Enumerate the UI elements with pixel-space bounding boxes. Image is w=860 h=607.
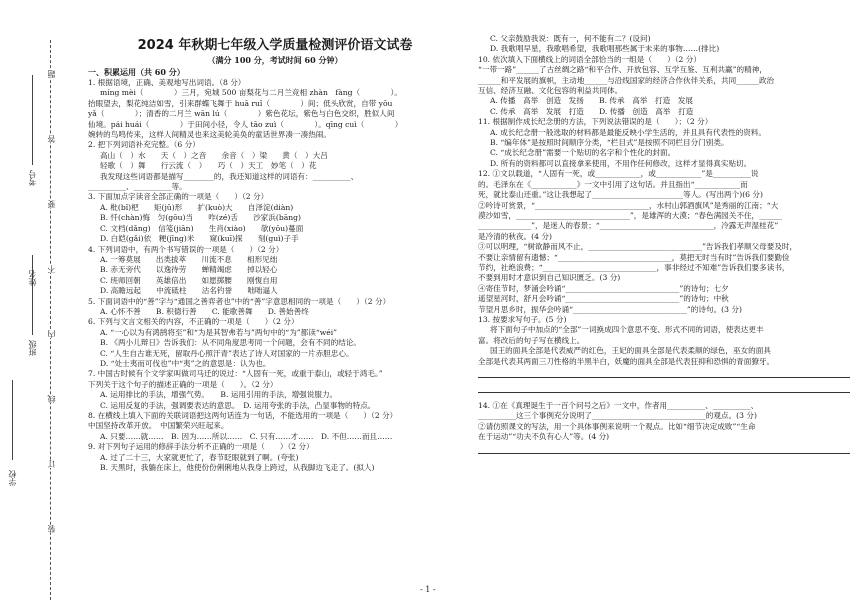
- binding-word: 要: [47, 200, 56, 208]
- question-line: 不要到用时才意识到自己知识匮乏。(3 分): [478, 273, 621, 283]
- question-line: 5. 下面词语中的“善”字与“通国之善弈者也”中的“善”字意思相同的一项是（ ）（2 分）: [88, 296, 391, 306]
- option-line: D. 白皑(gǎi)依 粳(jīng)米 窥(kuī)探 刻(guì)子手: [100, 234, 299, 244]
- option-line: C. 父亲鼓励我说：既有一，何不能有二？(设问): [490, 34, 651, 43]
- question-line: 12. ①文以载道，“人固有一死，或____________，或____________”是__________说: [478, 169, 759, 179]
- answer-line[interactable]: [478, 367, 850, 378]
- question-line: 互信、经济互融、文化包容的利益共同体。: [478, 86, 623, 96]
- question-line: 9. 对下列句子运用的修辞手法分析不正确的一项是（ ）（2 分）: [88, 442, 314, 452]
- class-label: 班级: [28, 340, 37, 356]
- class-line: [32, 255, 33, 335]
- question-line: 1. 根据语境，正确、美观地写出词语。（8 分）: [88, 78, 246, 87]
- question-line: 在于运动”“功夫不负有心人”等。(4 分): [478, 432, 610, 442]
- section-heading: 一、积累运用（共 60 分）: [88, 67, 185, 77]
- option-line: C. 传承 高举 发展 打造 D. 传播 创造 高举 打造: [490, 106, 694, 116]
- question-line: 14. ①在《真理诞生于一百个问号之后》一文中，作者用__________、__________、: [478, 401, 759, 410]
- question-line: yǎ（ ）；清香的二月兰 wān lú（ ）紫色花坛，紫色与白色交织，胜似人间: [88, 109, 395, 119]
- question-line: 高山（ ）水 天（ ）之音 余音（ ）梁 黄（ ）大吕: [100, 150, 328, 160]
- question-line: ②吟诗可赏景，“______________________________，水村山郭酒旗风”是秀丽的江南；“大: [478, 200, 779, 210]
- question-line: 8. 在横线上填入下面的关联词语把这两句话连为一句话，不能选用的一项是（ ）（2 分）: [88, 411, 398, 420]
- question-line: 遥望星河时，舒月会吟诵“______________________________”的诗句；中秋: [478, 294, 729, 304]
- school-label: 学校: [8, 470, 17, 486]
- question-line: 的。毛泽东在《____________》一文中引用了这句话。并且指出“____________而: [478, 179, 748, 189]
- binding-word: 答: [47, 135, 56, 143]
- binding-word: 装: [47, 525, 56, 533]
- question-line: 13. 按要求写句子。(5 分): [478, 314, 567, 324]
- school-line: [12, 380, 13, 460]
- question-line: 是冷清的秋夜。(4 分): [478, 231, 552, 241]
- question-line: __________、__________等。: [88, 182, 187, 192]
- question-line: ②请仿照课文的写法，用一个具体事例来说明一个观点。比如“细节决定成败”“生命: [478, 421, 756, 431]
- option-line: C. 运用反复的手法，强调要表达的意思。 D. 运用夸张的手法，凸显事物的特点。: [100, 400, 376, 410]
- question-line: 3. 下面加点字读音全部正确的一项是（ ）（2 分）: [88, 192, 269, 202]
- question-line: 2. 把下列词语补充完整。（6 分）: [88, 140, 200, 150]
- option-line: A. 成长纪念册一般选取的材料都是最能反映小学生活的，并且具有代表性的资料。: [490, 127, 767, 137]
- binding-word: 线: [47, 395, 56, 403]
- binding-word: 内: [47, 330, 56, 338]
- question-line: ④寄佳节时，梦涌会吟诵“______________________________”的诗句；七夕: [478, 283, 729, 293]
- option-line: A. 传播 高举 创造 发扬 B. 传承 高举 打造 发展: [490, 96, 693, 106]
- question-line: 将下面句子中加点的“全部”一词换成四个意思不变、形式不同的词语，使表达更丰: [490, 325, 764, 335]
- question-line: 4. 下列词语中，有两个书写错误的一项是（ ）（2 分）: [88, 244, 284, 254]
- binding-word: 题: [47, 70, 56, 78]
- option-line: C. 班师回朝 英雄倍出 如愿掷腰 刚愎自用: [100, 275, 278, 285]
- option-line: A. 一筹莫展 出类拔萃 川流不息 相形见绌: [100, 254, 278, 264]
- page-number: - 1 -: [420, 585, 436, 594]
- option-line: A. 心怀不善 B. 积德行善 C. 能歌善舞 D. 善始善终: [100, 306, 309, 316]
- question-line: 节约，社绝浪费；“______________________________，事非经过不知难”告诉我们要多读书，: [478, 262, 790, 272]
- question-line: 轻歌（ ）舞 行云流（ ） 巧（ ）天工 妙笔（ ）花: [100, 161, 317, 171]
- option-line: C. “成长纪念册”需要一个贴切的名字和个性化的封面。: [490, 148, 676, 158]
- exam-subtitle: （满分 100 分，考试时间 60 分钟）: [207, 55, 343, 65]
- option-line: B. 天黑时，我躺在床上，他使份份俐俐地从我身上跨过，从我脚边飞走了。(拟人): [100, 463, 375, 473]
- option-line: B. 忏(chàn)悔 匀(gōu)当 咋(zé)舌 沙家浜(bāng): [100, 213, 301, 223]
- binding-word: 不: [47, 265, 56, 273]
- option-line: D. “处士夷而可伐也”中“夷”之的意思是：认为也。: [100, 358, 271, 368]
- question-line: 7. 中国古时候有个文学家叫做司马迁的说过：“人固有一死，或重于泰山，或轻于鸿毛。”: [88, 369, 383, 379]
- option-line: D. 我歌唱早星，我歌唱希望，我歌唱那些属于未来的事物……(排比): [490, 44, 720, 54]
- option-line: A. 过了二十三，大家就更忙了，春节眨眼就到了啊。(夸张): [100, 452, 299, 462]
- option-line: D. 高瞻远起 中流砥柱 沽名钓誉 咄咄逼人: [100, 286, 278, 296]
- option-line: B. 赤无旁代 以逸待劳 蝉精竭虑 掉以轻心: [100, 265, 278, 275]
- question-line: 漠沙如雪，______________________________”，是雄浑的大漠；“春色满园关不住，______: [478, 210, 782, 220]
- question-line: 仙境。pái huái（ ）于田间小径，令人 tāo zuì（ ）。qīng cuì（ ）: [88, 119, 403, 129]
- option-line: B. “编年体”是按照时间顺序分类，“栏目式”是按照不同栏目分门别类。: [490, 138, 729, 148]
- option-line: A. 只要……就…… B. 因为……所以…… C. 只有……才…… D. 不但……而且……: [100, 431, 393, 441]
- binding-word: 订: [47, 460, 56, 468]
- answer-line[interactable]: [478, 443, 850, 454]
- option-line: A. 枇(bǐ)杷 矩(jǔ)形 扩(kuò)大 自泽淀(diàn): [100, 202, 294, 212]
- question-line: 中国坚持改革开放。 中国繁荣兴旺起来。: [88, 421, 229, 431]
- binding-dash-line: [50, 40, 51, 600]
- answer-line[interactable]: [478, 382, 850, 393]
- question-line: 不要让亲情留有遗憾；“______________________________，莫把无时当有时”告诉我们要勤俭: [478, 252, 790, 262]
- option-line: D. 所有的资料都可以直接拿来使用，不用作任何修改，这样才显得真实贴切。: [490, 158, 752, 168]
- question-line: 11. 根据制作成长纪念册的方法，下列说法错误的是（ ）；（2 分）: [478, 117, 713, 127]
- question-line: ③可以明理，“树欲静而风不止，______________________________”告诉我们孝顺父母要及时，: [478, 242, 798, 252]
- question-line: 抬眼望去，梨花纯洁如雪，引来群蝶飞舞于 huā ruǐ（ ）间；低头欣赏，自带 yōu: [88, 98, 393, 108]
- question-line: ______________”，是迷人的春景；“______________________________，冷露无声湿桂花”: [478, 221, 779, 231]
- question-line: 下列关于这个句子的描述正确的一项是（ ）。（2 分）: [88, 379, 278, 389]
- question-line: __________这三个事例充分说明了______________________________的观点。(3 分): [478, 411, 757, 421]
- question-line: ______和平发展的旗帜，主动地______与沿线国家的经济合作伙伴关系，共同______政治: [478, 75, 775, 85]
- question-line: 富。将改后的句子写在横线上。: [478, 335, 585, 345]
- name-label: 姓名: [28, 270, 37, 286]
- question-line: 6. 下列与文言文相关的内容，不正确的一项是（ ）（2 分）: [88, 317, 299, 327]
- question-line: 国王的面具全部是代表威严的红色，王妃的面具全部是代表柔顺的绿色，巫女的面具: [490, 346, 771, 356]
- question-line: “一带一路”______了古丝绸之路“和平合作、开放包容、互学互鉴、互利共赢”的精神，: [478, 65, 767, 75]
- option-line: C. 文档(dǎng) 信笺(jiān) 生肖(xiào) 欹(yōu)蔓面: [100, 223, 304, 233]
- option-line: A. 运用排比的手法，增强气势。 B. 运用引用的手法，增强说服力。: [100, 390, 338, 400]
- right-column: [478, 34, 850, 454]
- binding-strip: [0, 0, 78, 607]
- option-line: A. “一心以为有鸿鹄将至”和“为是其智弗若与”两句中的“为”都读“wéi”: [100, 327, 338, 337]
- exam-title: 2024 年秋期七年级入学质量检测评价语文试卷: [137, 38, 413, 53]
- question-line: míng mèi（ ）三月，宛城 500 亩梨花与二月兰竞相 zhàn fàng（ ）。: [100, 88, 402, 98]
- question-line: 我发现这些词语都是描写________的，我还知道这样的词语有：__________、: [100, 171, 359, 181]
- left-column: [88, 0, 462, 473]
- option-line: B. 《两小儿辩日》告诉我们：从不同角度思考同一个问题，会有不同的结论。: [100, 338, 361, 348]
- question-line: 婉转的鸟鸣传来，这样人间精灵也来这美轮美奂的童话世界凑一凑热闹。: [88, 130, 331, 140]
- question-line: 死，就比泰山还重。”这让我想起了________________________等人。(写出两个)(6 分): [478, 190, 763, 200]
- option-line: C. “人生自古谁无死，留取丹心照汗青”表达了诗人对国家的一片赤胆忠心。: [100, 348, 354, 358]
- question-line: 全部是代表其两面三刀性格的半黑半白，妖魔的面具全部是代表狂抑和恐惧的青面獠牙。: [478, 356, 775, 366]
- question-line: 节望月思乡时，振华会吟诵“______________________________”的诗句。(3 分): [478, 304, 742, 314]
- exam-number-label: 考号: [28, 170, 37, 186]
- question-line: 10. 依次填入下面横线上的词语全部恰当的一组是（ ）（2 分）: [478, 54, 701, 64]
- exam-number-line: [32, 75, 33, 165]
